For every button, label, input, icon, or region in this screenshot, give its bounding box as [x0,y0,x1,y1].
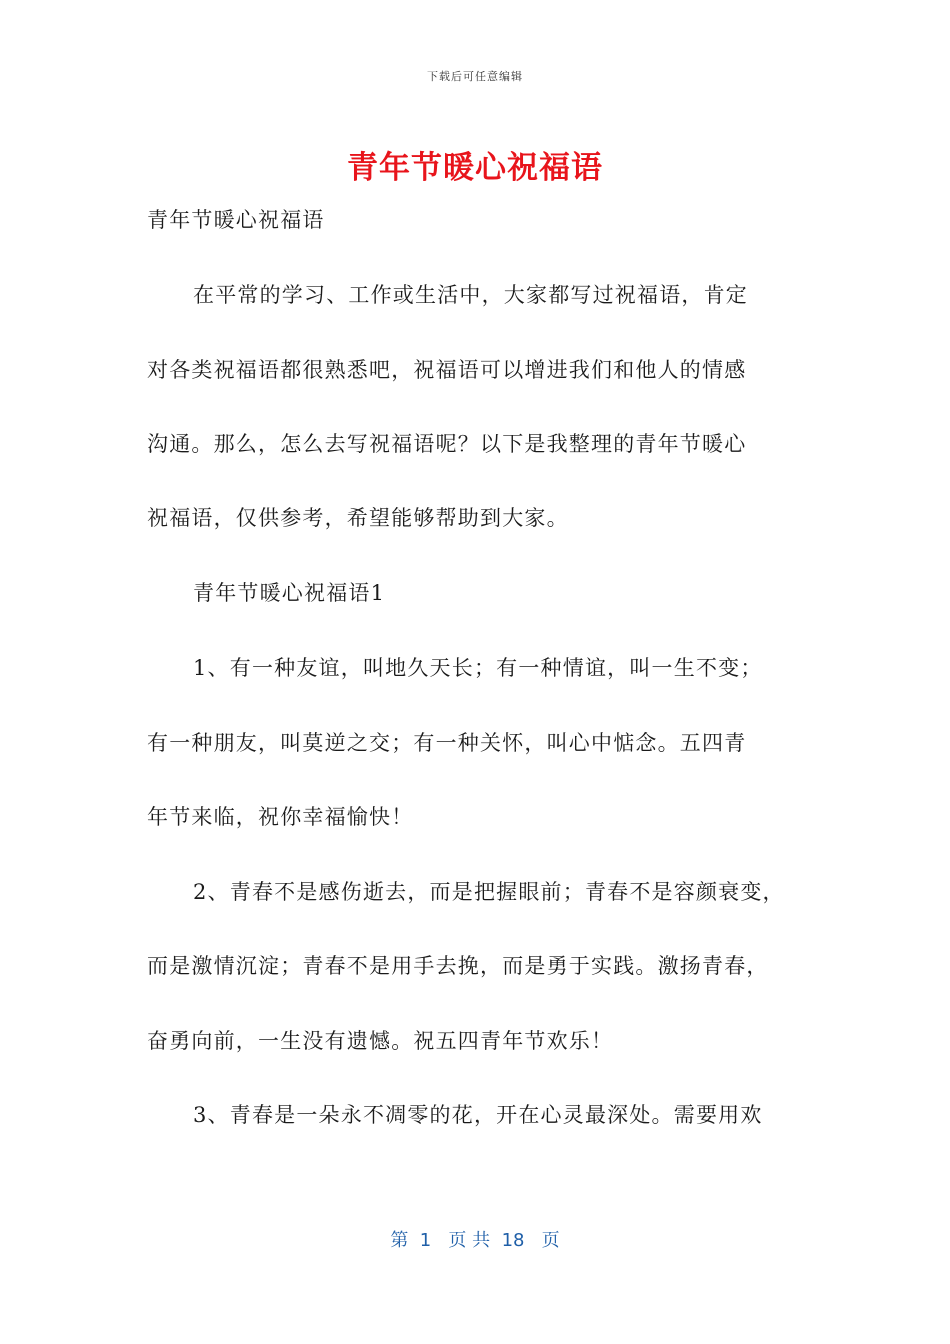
paragraph-line: 沟通。那么，怎么去写祝福语呢？以下是我整理的青年节暖心 [147,432,747,456]
section-heading: 青年节暖心祝福语1 [193,581,386,605]
paragraph-line: 而是激情沉淀；青春不是用手去挽，而是勇于实践。激扬青春， [147,954,769,978]
page-footer: 第 1 页 共 18 页 [390,1230,560,1251]
paragraph-line: 3、青春是一朵永不凋零的花，开在心灵最深处。需要用欢 [193,1103,763,1127]
paragraph-line: 在平常的学习、工作或生活中，大家都写过祝福语，肯定 [193,283,748,307]
paragraph-line: 有一种朋友，叫莫逆之交；有一种关怀，叫心中惦念。五四青 [147,731,747,755]
subtitle-line: 青年节暖心祝福语 [147,208,325,232]
paragraph-line: 对各类祝福语都很熟悉吧，祝福语可以增进我们和他人的情感 [147,358,747,382]
header-note: 下载后可任意编辑 [427,70,523,83]
paragraph-line: 1、有一种友谊，叫地久天长；有一种情谊，叫一生不变； [193,656,763,680]
document-title: 青年节暖心祝福语 [347,150,603,186]
paragraph-line: 祝福语，仅供参考，希望能够帮助到大家。 [147,506,569,530]
paragraph-line: 年节来临，祝你幸福愉快！ [147,805,414,829]
paragraph-line: 2、青春不是感伤逝去，而是把握眼前；青春不是容颜衰变， [193,880,785,904]
paragraph-line: 奋勇向前，一生没有遗憾。祝五四青年节欢乐！ [147,1029,614,1053]
